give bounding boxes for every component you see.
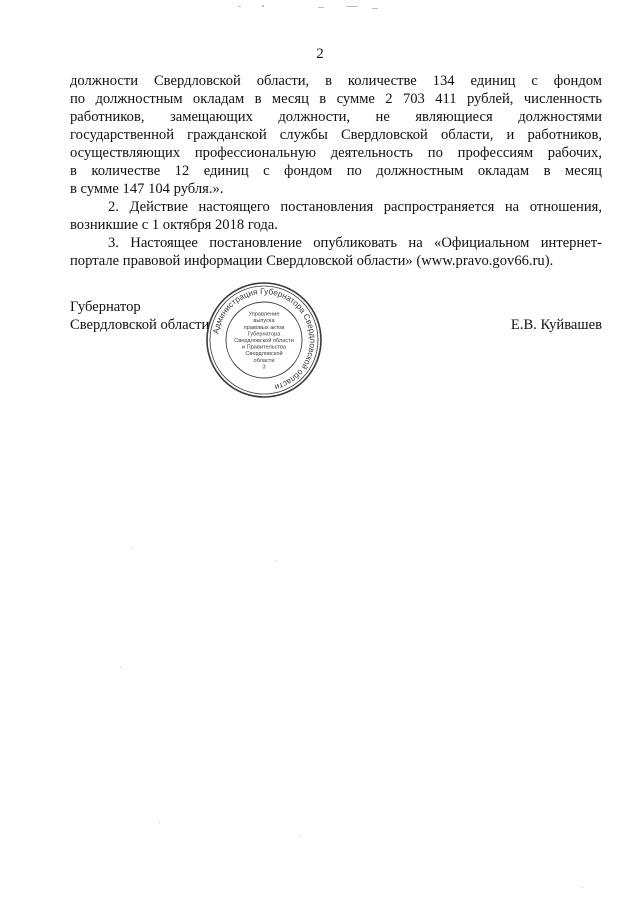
seal-stamp-icon <box>204 280 324 400</box>
signer-title-line2: Свердловской области <box>70 317 210 333</box>
seal-inner-line: и Правительства <box>242 344 286 351</box>
paragraph-continuation <box>70 72 602 198</box>
paragraph-effective-date <box>70 198 602 234</box>
text-line: в количестве 12 единиц с фондом по должностным окладам в месяц <box>70 163 602 179</box>
seal-ring-text: Администрация Губернатора Свердловской области <box>211 286 318 392</box>
text-line: 3. Настоящее постановление опубликовать на «Официальном интернет- <box>108 235 602 251</box>
text-line: 2. Действие настоящего постановления распространяется на отношения, <box>108 199 602 215</box>
page-number: 2 <box>316 46 324 62</box>
text-line: по должностным окладам в месяц в сумме 2 703 411 рублей, численность <box>70 91 602 107</box>
seal-inner-line: Свердловской <box>245 351 283 358</box>
paragraph-publication <box>70 234 602 270</box>
text-line: должности Свердловской области, в количестве 134 единиц с фондом <box>70 73 602 89</box>
seal-inner-line: Свердловской области <box>234 338 294 344</box>
signer-title-line1: Губернатор <box>70 299 141 315</box>
seal-inner-line: Губернатора <box>247 331 281 338</box>
document-body <box>70 72 602 270</box>
text-line: возникшие с 1 октября 2018 года. <box>70 217 278 233</box>
text-line: государственной гражданской службы Свердловской области, и работников, <box>70 127 602 143</box>
seal-inner-line: правовых актов <box>243 324 285 331</box>
text-line: портале правовой информации Свердловской области» (www.pravo.gov66.ru). <box>70 253 554 269</box>
seal-inner-text <box>234 312 294 371</box>
seal-inner-line: 3 <box>262 364 266 371</box>
seal-inner-line: выпуска <box>253 318 275 325</box>
text-line: работников, замещающих должности, не являющиеся должностями <box>70 109 602 125</box>
seal-inner-line: области <box>253 357 275 364</box>
text-line: в сумме 147 104 рубля.». <box>70 181 224 197</box>
text-line: осуществляющих профессиональную деятельность по профессиям рабочих, <box>70 145 602 161</box>
official-seal <box>204 280 324 400</box>
signer-name: Е.В. Куйвашев <box>510 317 602 333</box>
seal-inner-line: Управление <box>248 311 280 318</box>
signature-block <box>70 298 602 334</box>
